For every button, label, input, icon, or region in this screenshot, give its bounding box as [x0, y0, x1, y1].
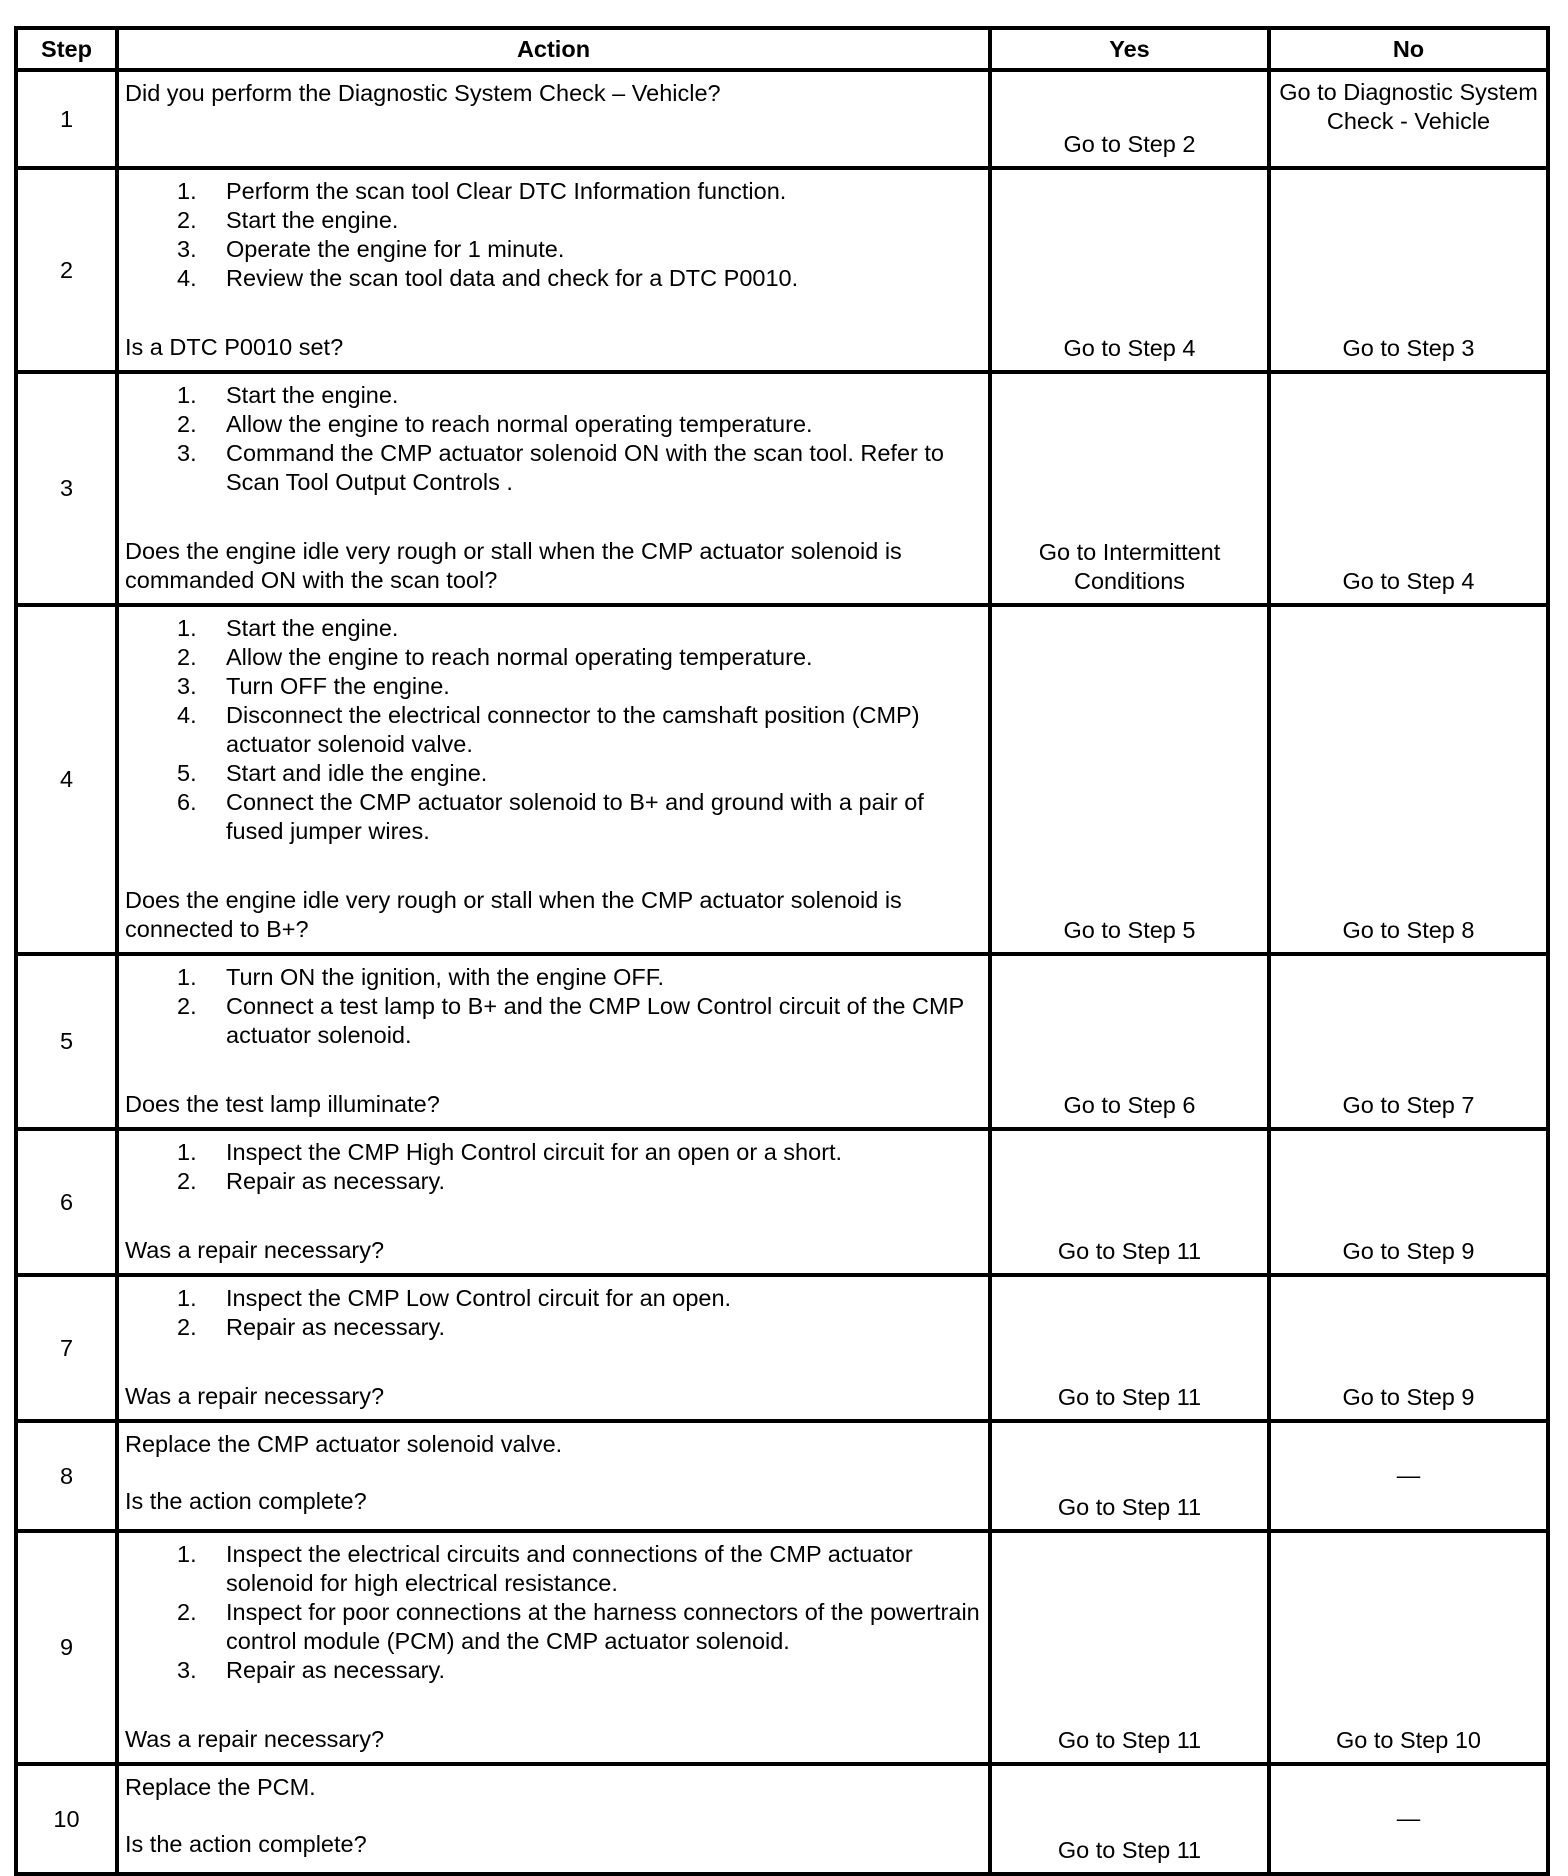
yes-result: Go to Step 6: [990, 954, 1269, 1129]
yes-result: Go to Step 11: [990, 1275, 1269, 1421]
list-item-number: 2.: [177, 411, 197, 437]
action-steps-list: [125, 1540, 980, 1685]
spacer: [125, 1802, 980, 1830]
header-row: [16, 28, 1548, 70]
list-item-text: Command the CMP actuator solenoid ON with the scan tool. Refer to Scan Tool Output Controls .: [226, 440, 944, 495]
action-cell: [117, 1129, 990, 1275]
header-yes: Yes: [990, 28, 1269, 70]
list-item-text: Start the engine.: [226, 615, 399, 641]
yes-result: Go to Step 11: [990, 1531, 1269, 1764]
spacer: [125, 1050, 980, 1090]
no-result: —: [1269, 1764, 1548, 1874]
list-item-text: Turn ON the ignition, with the engine OFF.: [226, 964, 665, 990]
step-number: 4: [16, 605, 117, 954]
list-item-number: 2.: [177, 644, 197, 670]
list-item-text: Start the engine.: [226, 207, 399, 233]
list-item-text: Inspect the CMP Low Control circuit for an open.: [226, 1285, 732, 1311]
no-result: —: [1269, 1421, 1548, 1531]
list-item-text: Disconnect the electrical connector to the camshaft position (CMP) actuator solenoid valve.: [226, 702, 920, 757]
list-item-number: 4.: [177, 265, 197, 291]
question-text: Is the action complete?: [125, 1831, 367, 1857]
list-item-number: 2.: [177, 993, 197, 1019]
list-item: [125, 643, 980, 672]
action-cell: [117, 372, 990, 605]
step-number: 1: [16, 70, 117, 168]
list-item-text: Connect a test lamp to B+ and the CMP Low Control circuit of the CMP actuator solenoid.: [226, 993, 964, 1048]
yes-result: Go to Step 4: [990, 168, 1269, 372]
list-item-number: 4.: [177, 702, 197, 728]
action-text: Replace the PCM.: [125, 1774, 316, 1800]
header-action: Action: [117, 28, 990, 70]
list-item: [125, 672, 980, 701]
table-row: [16, 70, 1548, 168]
table-body: [16, 70, 1548, 1874]
action-cell: [117, 605, 990, 954]
action-cell: [117, 1421, 990, 1531]
list-item: [125, 1598, 980, 1656]
list-item-text: Review the scan tool data and check for a DTC P0010.: [226, 265, 799, 291]
list-item-text: Start and idle the engine.: [226, 760, 488, 786]
no-result: Go to Diagnostic System Check - Vehicle: [1269, 70, 1548, 168]
list-item: [125, 1284, 980, 1313]
list-item-text: Inspect the CMP High Control circuit for an open or a short.: [226, 1139, 843, 1165]
no-result: Go to Step 8: [1269, 605, 1548, 954]
list-item: [125, 614, 980, 643]
step-number: 7: [16, 1275, 117, 1421]
action-steps-list: [125, 963, 980, 1050]
list-item: [125, 235, 980, 264]
list-item-number: 1.: [177, 964, 197, 990]
list-item: [125, 1138, 980, 1167]
table-row: [16, 1129, 1548, 1275]
list-item-number: 2.: [177, 1314, 197, 1340]
action-steps-list: [125, 177, 980, 293]
no-result: Go to Step 7: [1269, 954, 1548, 1129]
question-text: Was a repair necessary?: [125, 1726, 385, 1752]
list-item-number: 2.: [177, 1168, 197, 1194]
list-item-number: 3.: [177, 1657, 197, 1683]
action-cell: [117, 168, 990, 372]
question-text: Is the action complete?: [125, 1488, 367, 1514]
list-item-number: 6.: [177, 789, 197, 815]
no-result: Go to Step 10: [1269, 1531, 1548, 1764]
step-number: 10: [16, 1764, 117, 1874]
yes-result: Go to Step 11: [990, 1764, 1269, 1874]
yes-result: Go to Step 11: [990, 1129, 1269, 1275]
list-item-text: Repair as necessary.: [226, 1168, 445, 1194]
list-item-text: Operate the engine for 1 minute.: [226, 236, 565, 262]
list-item: [125, 1656, 980, 1685]
question-text: Does the test lamp illuminate?: [125, 1091, 440, 1117]
list-item: [125, 177, 980, 206]
yes-result: Go to Step 5: [990, 605, 1269, 954]
list-item: [125, 439, 980, 497]
yes-result: Go to Intermittent Conditions: [990, 372, 1269, 605]
no-result: Go to Step 9: [1269, 1129, 1548, 1275]
action-steps-list: [125, 381, 980, 497]
action-cell: [117, 954, 990, 1129]
list-item-number: 2.: [177, 1599, 197, 1625]
action-cell: [117, 1764, 990, 1874]
no-result: Go to Step 4: [1269, 372, 1548, 605]
table-row: [16, 1764, 1548, 1874]
list-item: [125, 410, 980, 439]
question-text: Does the engine idle very rough or stall when the CMP actuator solenoid is connected to B+?: [125, 887, 902, 942]
spacer: [125, 846, 980, 886]
yes-result: Go to Step 2: [990, 70, 1269, 168]
header-step: Step: [16, 28, 117, 70]
step-number: 2: [16, 168, 117, 372]
action-text: Did you perform the Diagnostic System Check – Vehicle?: [125, 80, 721, 106]
action-cell: [117, 1531, 990, 1764]
no-result: Go to Step 3: [1269, 168, 1548, 372]
list-item: [125, 1167, 980, 1196]
list-item: [125, 759, 980, 788]
action-text: Replace the CMP actuator solenoid valve.: [125, 1431, 563, 1457]
list-item: [125, 1313, 980, 1342]
list-item-text: Perform the scan tool Clear DTC Information function.: [226, 178, 787, 204]
action-steps-list: [125, 1284, 980, 1342]
list-item-number: 1.: [177, 382, 197, 408]
list-item-text: Inspect for poor connections at the harness connectors of the powertrain control module (PCM) and the CMP actuator solenoid.: [226, 1599, 980, 1654]
list-item-number: 1.: [177, 1139, 197, 1165]
header-no: No: [1269, 28, 1548, 70]
table-row: [16, 372, 1548, 605]
list-item-number: 5.: [177, 760, 197, 786]
list-item-text: Turn OFF the engine.: [226, 673, 450, 699]
spacer: [125, 293, 980, 333]
action-steps-list: [125, 614, 980, 846]
list-item-text: Connect the CMP actuator solenoid to B+ and ground with a pair of fused jumper wires.: [226, 789, 924, 844]
question-text: Was a repair necessary?: [125, 1383, 385, 1409]
list-item: [125, 701, 980, 759]
list-item-number: 1.: [177, 1285, 197, 1311]
list-item: [125, 381, 980, 410]
table-row: [16, 168, 1548, 372]
step-number: 3: [16, 372, 117, 605]
list-item-number: 1.: [177, 615, 197, 641]
list-item-text: Inspect the electrical circuits and connections of the CMP actuator solenoid for high electrical resistance.: [226, 1541, 913, 1596]
spacer: [125, 1196, 980, 1236]
spacer: [125, 497, 980, 537]
step-number: 6: [16, 1129, 117, 1275]
diagnostic-table-container: [14, 26, 1550, 1876]
list-item-number: 1.: [177, 1541, 197, 1567]
step-number: 5: [16, 954, 117, 1129]
list-item-text: Repair as necessary.: [226, 1657, 445, 1683]
table-row: [16, 605, 1548, 954]
question-text: Is a DTC P0010 set?: [125, 334, 344, 360]
spacer: [125, 1342, 980, 1382]
list-item: [125, 206, 980, 235]
list-item-number: 1.: [177, 178, 197, 204]
yes-result: Go to Step 11: [990, 1421, 1269, 1531]
step-number: 9: [16, 1531, 117, 1764]
spacer: [125, 1459, 980, 1487]
list-item: [125, 992, 980, 1050]
diagnostic-table: [14, 26, 1550, 1876]
list-item: [125, 1540, 980, 1598]
action-cell: [117, 1275, 990, 1421]
spacer: [125, 1685, 980, 1725]
list-item: [125, 264, 980, 293]
action-cell: [117, 70, 990, 168]
step-number: 8: [16, 1421, 117, 1531]
list-item-number: 3.: [177, 673, 197, 699]
question-text: Was a repair necessary?: [125, 1237, 385, 1263]
action-steps-list: [125, 1138, 980, 1196]
list-item-number: 3.: [177, 440, 197, 466]
table-row: [16, 1531, 1548, 1764]
table-row: [16, 954, 1548, 1129]
list-item: [125, 788, 980, 846]
list-item-text: Allow the engine to reach normal operating temperature.: [226, 644, 813, 670]
list-item-text: Start the engine.: [226, 382, 399, 408]
list-item-text: Allow the engine to reach normal operating temperature.: [226, 411, 813, 437]
list-item-number: 2.: [177, 207, 197, 233]
list-item-text: Repair as necessary.: [226, 1314, 445, 1340]
table-row: [16, 1275, 1548, 1421]
list-item: [125, 963, 980, 992]
question-text: Does the engine idle very rough or stall when the CMP actuator solenoid is commanded ON with the scan tool?: [125, 538, 902, 593]
no-result: Go to Step 9: [1269, 1275, 1548, 1421]
list-item-number: 3.: [177, 236, 197, 262]
table-row: [16, 1421, 1548, 1531]
